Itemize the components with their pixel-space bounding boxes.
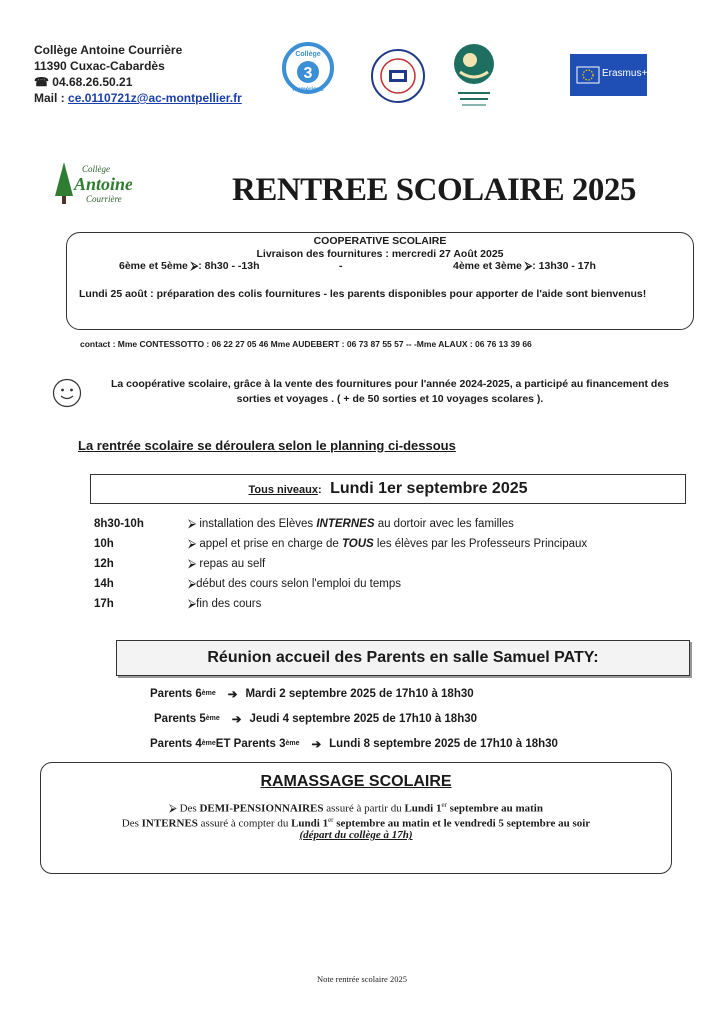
schedule-time: 10h [94, 538, 114, 550]
logo-line1: Collège [295, 51, 321, 58]
schedule-desc: ⮚ appel et prise en charge de TOUS les élèves par les Professeurs Principaux [188, 537, 588, 550]
ramassage-title: RAMASSAGE SCOLAIRE [260, 773, 452, 790]
school-address: 11390 Cuxac-Cabardès [34, 59, 165, 73]
school-header [34, 42, 242, 106]
page-title: RENTREE SCOLAIRE 2025 [232, 172, 636, 208]
cooperative-box [66, 232, 694, 330]
etablissement-label-logo [450, 42, 498, 123]
ramassage-line2: Des INTERNES assuré à compter du Lundi 1er septembre au matin et le vendredi 5 septembre au soir [121, 815, 591, 830]
schedule-row [94, 514, 587, 534]
coop-heading: COOPERATIVE SCOLAIRE [313, 235, 447, 247]
brand-line3: Courrière [86, 194, 122, 204]
academic-seal-logo [370, 48, 426, 109]
schedule-row [94, 594, 587, 614]
parents-meetings [150, 681, 558, 756]
schedule-time: 12h [94, 558, 114, 570]
erasmus-logo [570, 54, 647, 96]
logo-number: 3 [303, 65, 313, 82]
erasmus-label: Erasmus+ [602, 68, 648, 79]
reunion-title: Réunion accueil des Parents en salle Samuel PATY: [116, 640, 690, 676]
ramassage-line1: ⮚ Des DEMI-PENSIONNAIRES assuré à partir du Lundi 1er septembre au matin [169, 801, 543, 815]
ramassage-line3: (départ du collège à 17h) [299, 829, 413, 842]
schedule-desc: ⮚ repas au self [188, 557, 266, 570]
footer-note: Note rentrée scolaire 2025 [317, 974, 407, 984]
planning-intro: La rentrée scolaire se déroulera selon le planning ci-dessous [78, 438, 456, 453]
coop-dash: - [339, 260, 343, 272]
brand-line1: Collège [82, 164, 110, 174]
arrow-icon: ➔ [227, 688, 238, 701]
schedule-row [94, 534, 587, 554]
mail-link[interactable]: ce.0110721z@ac-montpellier.fr [68, 91, 242, 105]
college-numerique-logo [282, 42, 334, 99]
schedule-desc: ⮚début des cours selon l'emploi du temps [188, 577, 402, 590]
schedule-desc: ⮚fin des cours [188, 597, 262, 610]
coop-slot-4-3: 4ème et 3ème ⮚: 13h30 - 17h [453, 260, 596, 272]
logo-line2: Numérique [292, 87, 324, 93]
school-name: Collège Antoine Courrière [34, 43, 183, 57]
rentree-date: Lundi 1er septembre 2025 [330, 480, 528, 497]
arrow-icon: ➔ [231, 713, 242, 726]
tous-niveaux-label: Tous niveaux [248, 484, 318, 496]
brand-line2: Antoine [74, 174, 132, 194]
contact-line: contact : Mme CONTESSOTTO : 06 22 27 05 46 Mme AUDEBERT : 06 73 87 55 57 -- -Mme ALAUX : 06 76 13 39 66 [80, 339, 532, 349]
phone-icon: ☎ [34, 75, 49, 89]
coop-lundi: Lundi 25 août : préparation des colis fournitures - les parents disponibles pour apporter de l'aide sont bienvenus! [79, 288, 647, 300]
coop-slots [67, 260, 693, 276]
ramassage-box [40, 762, 672, 874]
schedule-row [94, 554, 587, 574]
schedule-time: 14h [94, 578, 114, 590]
college-antoine-logo [52, 160, 132, 210]
schedule-time: 17h [94, 598, 114, 610]
school-phone: ☎ 04.68.26.50.21 [34, 75, 133, 89]
schedule-row [94, 574, 587, 594]
arrow-icon: ➔ [311, 738, 322, 751]
coop-livraison: Livraison des fournitures : mercredi 27 Août 2025 [256, 248, 504, 260]
tous-niveaux-box: Tous niveaux: Lundi 1er septembre 2025 [90, 474, 686, 504]
coop-slot-6-5: 6ème et 5ème ⮚: 8h30 - -13h [119, 260, 260, 272]
school-mail: Mail : ce.0110721z@ac-montpellier.fr [34, 91, 242, 105]
schedule-list [94, 514, 587, 614]
schedule-time: 8h30-10h [94, 518, 144, 530]
parents-meeting-row: Parents 6 ème ➔ Mardi 2 septembre 2025 de 17h10 à 18h30 [150, 687, 474, 701]
coop-note: La coopérative scolaire, grâce à la vente des fournitures pour l'année 2024-2025, a participé au financement des sorties et voyages . ( + de 50 sorties et 10 voyages scolares ). [110, 378, 670, 405]
smiley-icon [52, 378, 82, 408]
parents-meeting-row: Parents 4 ème ET Parents 3 ème ➔ Lundi 8 septembre 2025 de 17h10 à 18h30 [150, 737, 558, 751]
parents-meeting-row: Parents 5 ème ➔ Jeudi 4 septembre 2025 de 17h10 à 18h30 [154, 712, 478, 726]
schedule-desc: ⮚ installation des Elèves INTERNES au dortoir avec les familles [188, 517, 514, 530]
